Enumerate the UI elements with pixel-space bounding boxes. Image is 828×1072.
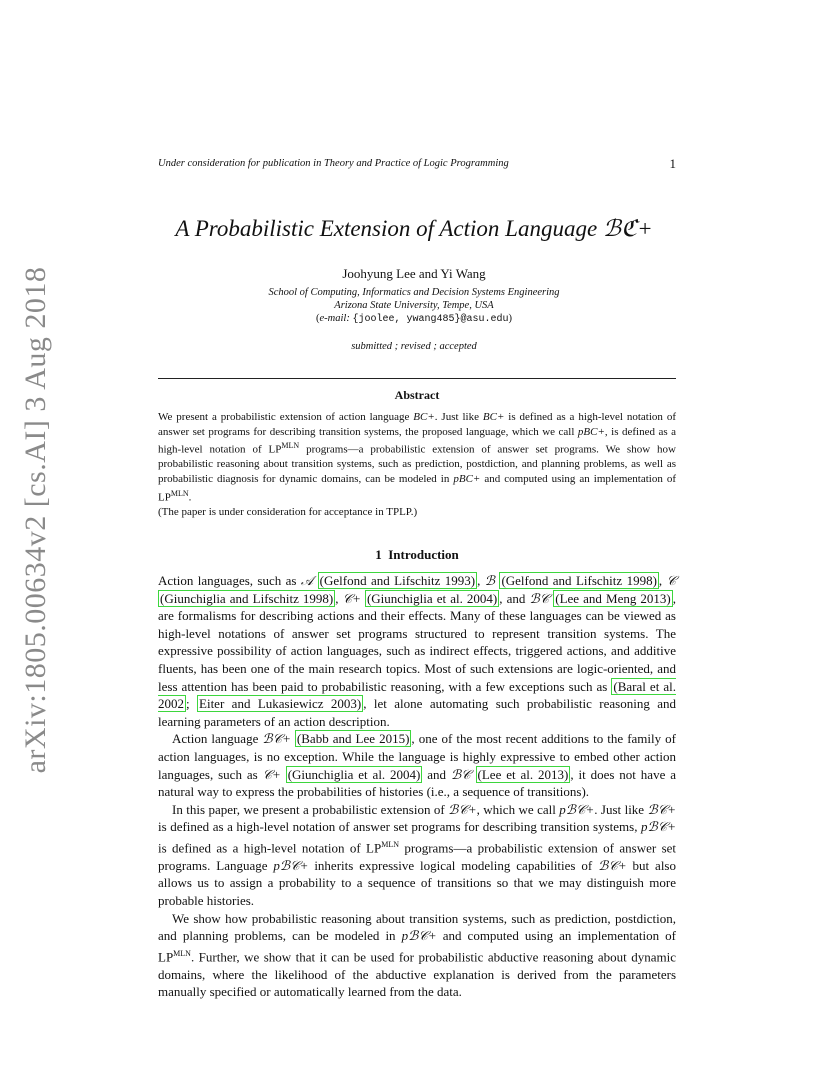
language-name: pℬ𝒞+ [559,801,595,817]
paper-title: A Probabilistic Extension of Action Language ℬℭ+ [175,216,653,241]
language-name: 𝒞 [666,573,677,588]
body-text: . Further, we show that it can be used for probabilistic abductive reasoning about dynamic domains, where the likelihood of the abductive explanation is derived from the parameters manually specified or automatically learned from the data. [158,949,676,1000]
email-close-paren: ) [508,313,512,324]
language-name: ℬ [484,573,496,588]
body-text: , [335,590,343,606]
intro-paragraph-1 [158,572,676,730]
body-text: is defined as a high-level notation of LP [158,840,382,856]
body-text: Action language [172,731,263,747]
superscript: MLN [170,488,189,498]
body-text: is defined as a high-level notation of answer set programs for describing transition systems, [158,819,642,835]
body-text: , [477,573,485,588]
superscript: MLN [381,839,399,849]
intro-paragraph-4 [158,910,676,1001]
body-text: and computed using an implementation of LP [158,928,676,965]
citation-link[interactable]: (Babb and Lee 2015) [296,731,410,747]
abstract-body [158,410,676,519]
submission-dates: submitted ; revised ; accepted [351,341,477,352]
body-text: , let alone automating such probabilistic reasoning and learning parameters of an action description. [158,696,676,729]
language-name: 𝒜 [300,573,314,588]
superscript: MLN [281,441,300,451]
language-name: 𝒞+ [342,590,361,606]
language-name: ℬ𝒞+ [262,731,291,747]
language-name: pBC+ [453,473,481,486]
citation-link[interactable]: Eiter and Lukasiewicz 2003) [199,696,362,712]
introduction-body [158,572,676,1001]
citation-link[interactable]: (Baral et al. 2002 [158,678,676,712]
section-title: Introduction [388,547,459,562]
citation-link[interactable]: (Lee and Meng 2013) [555,590,671,606]
language-name: ℬ𝒞+ [448,801,477,817]
language-name: pℬ𝒞+ [641,819,676,835]
arxiv-identifier-text: arXiv:1805.00634v2 [cs.AI] 3 Aug 2018 [19,266,52,774]
citation-link[interactable]: (Gelfond and Lifschitz 1998) [501,573,657,588]
section-number: 1 [375,547,382,562]
abstract-note: (The paper is under consideration for acceptance in TPLP.) [158,505,418,518]
citation-link[interactable]: (Lee et al. 2013) [477,766,569,782]
citation-link[interactable]: (Giunchiglia et al. 2004) [366,590,498,606]
body-text: programs—a probabilistic extension of answer set programs. Language [158,840,677,873]
email-line [110,313,718,325]
body-text [471,767,476,782]
body-text [313,573,317,588]
abstract-text: . [188,491,192,504]
affiliation-line-1: School of Computing, Informatics and Decision Systems Engineering [268,287,560,298]
language-name: ℬ𝒞+ [647,801,676,817]
abstract-top-rule [158,378,676,379]
body-text: but also allows us to assign a probability to a sequence of transitions so that we may distinguish more probable histories. [158,857,676,909]
language-name: ℬ𝒞 [529,590,550,606]
language-name: pℬ𝒞+ [273,857,309,873]
language-name: ℬ𝒞+ [598,857,627,873]
author-list: Joohyung Lee and Yi Wang [342,266,486,281]
language-name: pℬ𝒞+ [401,928,437,944]
intro-paragraph-3 [158,801,676,910]
abstract-text: is defined as a high-level notation of answer set programs for describing transition systems, the proposed language, which we call [158,411,676,438]
body-text: , one of the most recent additions to the family of action languages, is no exception. While the language is highly expressive to embed other action languages, such as [158,731,677,782]
body-text: , [658,573,667,588]
body-text: ; [186,696,198,712]
intro-paragraph-2 [158,730,676,800]
email-addresses: {joolee, ywang485}@asu.edu [352,314,509,325]
citation-link[interactable]: (Gelfond and Lifschitz 1993) [319,573,476,588]
abstract-paragraph [158,410,676,505]
abstract-text: . Just like [434,411,483,423]
language-name: pBC+ [577,425,605,438]
language-name: ℬ𝒞 [450,766,471,782]
language-name: BC+ [482,411,505,423]
language-name: 𝒞+ [262,766,281,782]
section-heading [158,547,676,563]
body-text: . Just like [594,801,648,817]
citation-link[interactable]: (Giunchiglia and Lifschitz 1998) [160,590,334,606]
body-text: and [422,766,451,782]
body-text: , are formalisms for describing actions and their effects. Many of these languages can be viewed as high-level notations of answer set programs structured to represent transition systems. The expressive possibility of action languages, such as indirect effects, triggered actions, and additive fluents, has been one of the main research topics. Most of such extensions are logic-oriented, and less attention has been paid to probabilistic reasoning, with a few exceptions such as [158,590,677,694]
body-text: , it does not have a natural way to express the probabilities of histories (i.e., a sequence of transitions). [158,766,676,800]
abstract-text: programs—a probabilistic extension of answer set programs. We show how probabilistic reasoning about transition systems, such as prediction, postdiction, and planning problems, as well as probabilistic diagnosis for dynamic domains, can be modeled in [158,443,676,486]
body-text: We show how probabilistic reasoning about transition systems, such as prediction, postdiction, and planning problems, can be modeled in [158,910,676,944]
citation-link[interactable]: (Giunchiglia et al. 2004) [287,766,421,782]
abstract-heading: Abstract [394,388,440,402]
body-text: , and [499,590,530,606]
email-label: e-mail: [319,313,350,324]
body-text: inherits expressive logical modeling capabilities of [308,857,599,873]
abstract-text: We present a probabilistic extension of action language [158,411,414,423]
body-text: , which we call [476,801,560,817]
body-text [281,767,286,782]
abstract-text: , is defined as a high-level notation of LP [158,425,676,456]
running-head: Under consideration for publication in Theory and Practice of Logic Programming [158,158,509,169]
affiliation-line-2: Arizona State University, Tempe, USA [334,300,494,311]
language-name: BC+ [413,411,435,423]
body-text: Action languages, such as [158,573,301,588]
body-text: In this paper, we present a probabilistic extension of [172,801,449,817]
page-number: 1 [669,156,676,171]
superscript: MLN [173,948,191,958]
abstract-text: and computed using an implementation of LP [158,473,676,504]
email-open-paren: ( [316,313,320,324]
